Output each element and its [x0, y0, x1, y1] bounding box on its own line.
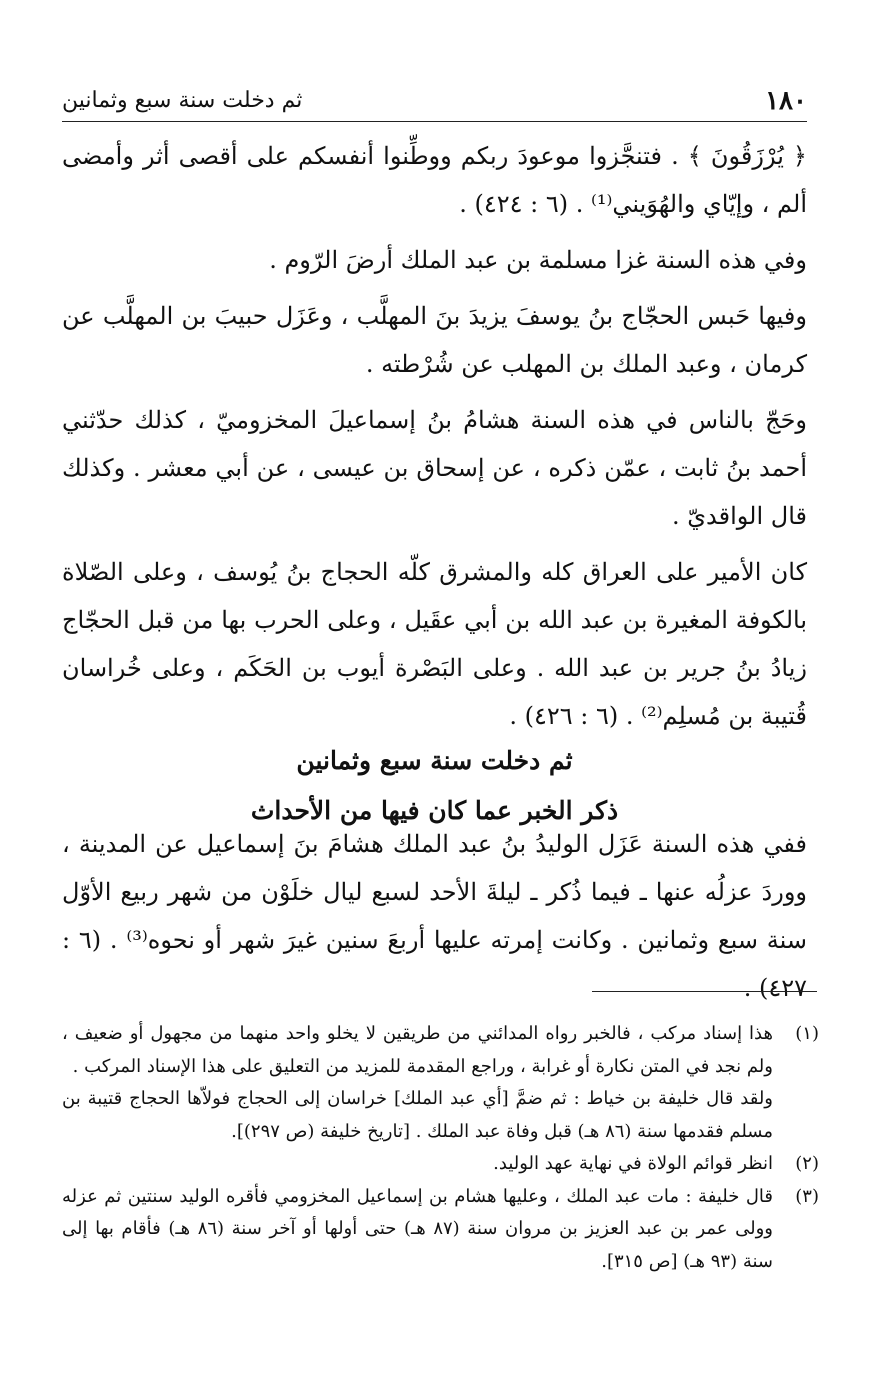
section-subheading: ذكر الخبر عما كان فيها من الأحداث: [250, 796, 619, 825]
section-text: [62, 820, 807, 1012]
footnote-text: هذا إسناد مركب ، فالخبر رواه المدائني من طريقين لا يخلو واحد منهما من مجهول أو ضعيف ، ولم نجد في المتن نكارة أو غرابة ، وراجع المقدمة للمزيد من التعليق على هذا الإسناد المركب .: [62, 1023, 773, 1077]
main-text: [62, 132, 807, 740]
running-title: ثم دخلت سنة سبع وثمانين: [62, 88, 303, 113]
paragraph: ففي هذه السنة عَزَل الوليدُ بنُ عبد الملك هشامَ بنَ إسماعيل عن المدينة ، ووردَ عزلُه عنها ـ فيما ذُكر ـ ليلةَ الأحد لسبع ليال خلَوْن من شهر ربيع الأوّل سنة سبع وثمانين . وكانت إمرته عليها أربعَ سنين غيرَ شهر أو نحوه⁽³⁾ . (٦ : ٤٢٧) .: [62, 830, 807, 1002]
footnote-number: (١): [795, 1023, 819, 1044]
paragraph: وفي هذه السنة غزا مسلمة بن عبد الملك أرضَ الرّوم .: [269, 246, 807, 274]
footnote-number: (٢): [795, 1153, 819, 1174]
header-divider: [62, 121, 807, 122]
footnote: [62, 1148, 819, 1181]
page-header: [62, 84, 807, 118]
footnote-text: قال خليفة : مات عبد الملك ، وعليها هشام بن إسماعيل المخزومي فأقره الوليد سنتين ثم عزله وولى عمر بن عبد العزيز بن مروان سنة (٨٧ هـ) حتى أولها أو آخر سنة (٨٦ هـ) فأقام بها إلى سنة (٩٣ هـ) [ص ٣١٥].: [62, 1185, 773, 1272]
paragraph: وحَجّ بالناس في هذه السنة هشامُ بنُ إسماعيلَ المخزوميّ ، كذلك حدّثني أحمد بنُ ثابت ، عمّن ذكره ، عن إسحاق بن عيسى ، عن أبي معشر . وكذلك قال الواقديّ .: [62, 406, 807, 530]
footnote-text: انظر قوائم الولاة في نهاية عهد الوليد.: [493, 1153, 773, 1174]
footnote: [62, 1181, 819, 1279]
footnotes: [62, 1018, 819, 1278]
paragraph: وفيها حَبس الحجّاج بنُ يوسفَ يزيدَ بنَ المهلَّب ، وعَزَل حبيبَ بن المهلَّب عن كرمان ، وعبد الملك بن المهلب عن شُرْطته .: [62, 302, 807, 378]
footnote-divider: [592, 991, 817, 992]
section-heading: ثم دخلت سنة سبع وثمانين: [296, 746, 573, 775]
footnote-number: (٣): [795, 1185, 819, 1207]
footnote-continuation: ولقد قال خليفة بن خياط : ثم ضمَّ [أي عبد الملك] خراسان إلى الحجاج فولاّها الحجاج قتيبة بن مسلم فقدمها سنة (٨٦ هـ) قبل وفاة عبد الملك . [تاريخ خليفة (ص ٢٩٧)].: [62, 1088, 774, 1142]
footnote: [62, 1018, 819, 1083]
paragraph: كان الأمير على العراق كله والمشرق كلّه الحجاج بنُ يُوسف ، وعلى الصّلاة بالكوفة المغيرة بن عبد الله بن أبي عقَيل ، وعلى الحرب بها من قبل الحجّاج زيادُ بنُ جرير بن عبد الله . وعلى البَصْرة أيوب بن الحَكَم ، وعلى خُراسان قُتيبة بن مُسلِم⁽²⁾ . (٦ : ٤٢٦) .: [62, 558, 807, 730]
page-number: ١٨٠: [765, 86, 807, 116]
paragraph: ﴿ يُرْزَقُونَ ﴾ . فتنجَّزوا موعودَ ربكم ووطِّنوا أنفسكم على أقصى أثر وأمضى ألم ، وإيّاي والهُوَيني⁽¹⁾ . (٦ : ٤٢٤) .: [62, 142, 807, 218]
